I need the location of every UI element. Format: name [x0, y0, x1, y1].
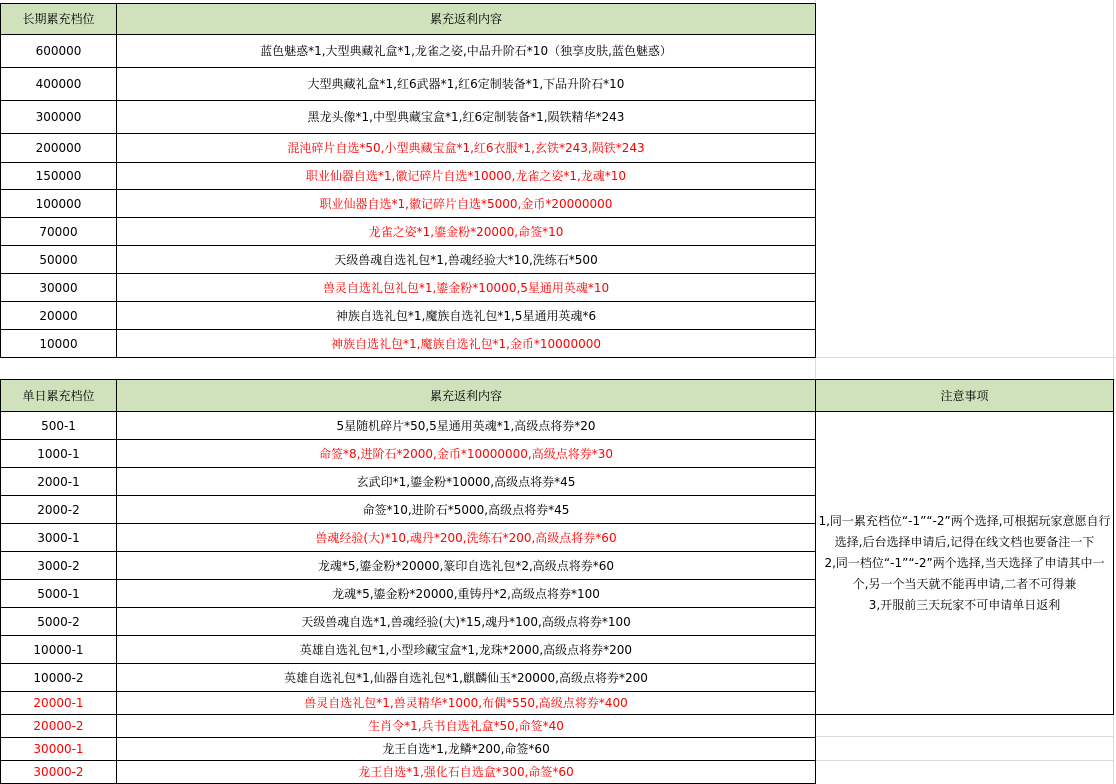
tier-cell[interactable]: 30000-1 — [0, 737, 117, 761]
rewards-cell[interactable]: 龙王自选*1,强化石自选盒*300,命签*60 — [116, 760, 816, 784]
tier-cell[interactable]: 20000-2 — [0, 714, 117, 738]
tier-cell[interactable]: 2000-2 — [0, 495, 117, 524]
tier-cell[interactable]: 5000-2 — [0, 607, 117, 636]
tier-column-header[interactable]: 单日累充档位 — [0, 379, 117, 412]
rewards-cell[interactable]: 天级兽魂自选*1,兽魂经验(大)*15,魂丹*100,高级点将券*100 — [116, 607, 816, 636]
tier-cell[interactable]: 300000 — [0, 100, 117, 134]
rewards-cell[interactable]: 英雄自选礼包*1,仙器自选礼包*1,麒麟仙玉*20000,高级点将券*200 — [116, 663, 816, 692]
rewards-cell[interactable]: 职业仙器自选*1,徽记碎片自选*10000,龙雀之姿*1,龙魂*10 — [116, 162, 816, 190]
tier-cell[interactable]: 50000 — [0, 245, 117, 274]
tier-cell[interactable]: 1000-1 — [0, 439, 117, 468]
tier-column-header[interactable]: 长期累充档位 — [0, 3, 117, 35]
tier-cell[interactable]: 10000-2 — [0, 663, 117, 692]
rewards-cell[interactable]: 龙雀之姿*1,鎏金粉*20000,命签*10 — [116, 217, 816, 246]
rewards-cell[interactable]: 职业仙器自选*1,徽记碎片自选*5000,金币*20000000 — [116, 189, 816, 218]
rewards-cell[interactable]: 生肖令*1,兵书自选礼盒*50,命签*40 — [116, 714, 816, 738]
rewards-column-header[interactable]: 累充返利内容 — [116, 3, 816, 35]
grid-line — [1113, 715, 1114, 784]
tier-cell[interactable]: 3000-1 — [0, 523, 117, 552]
rewards-cell[interactable]: 命签*8,进阶石*2000,金币*10000000,高级点将券*30 — [116, 439, 816, 468]
tier-cell[interactable]: 600000 — [0, 34, 117, 68]
rewards-cell[interactable]: 龙王自选*1,龙鳞*200,命签*60 — [116, 737, 816, 761]
rewards-cell[interactable]: 蓝色魅惑*1,大型典藏礼盒*1,龙雀之姿,中品升阶石*10（独享皮肤,蓝色魅惑） — [116, 34, 816, 68]
rewards-cell[interactable]: 兽灵自选礼包礼包*1,鎏金粉*10000,5星通用英魂*10 — [116, 273, 816, 302]
tier-cell[interactable]: 150000 — [0, 162, 117, 190]
rewards-cell[interactable]: 英雄自选礼包*1,小型珍藏宝盒*1,龙珠*2000,高级点将券*200 — [116, 635, 816, 664]
rewards-cell[interactable]: 5星随机碎片*50,5星通用英魂*1,高级点将券*20 — [116, 411, 816, 440]
rewards-cell[interactable]: 混沌碎片自选*50,小型典藏宝盒*1,红6衣服*1,玄铁*243,陨铁*243 — [116, 133, 816, 163]
tier-cell[interactable]: 500-1 — [0, 411, 117, 440]
tier-cell[interactable]: 2000-1 — [0, 467, 117, 496]
rewards-cell[interactable]: 龙魂*5,鎏金粉*20000,篆印自选礼包*2,高级点将券*60 — [116, 551, 816, 580]
rewards-cell[interactable]: 神族自选礼包*1,魔族自选礼包*1,5星通用英魂*6 — [116, 301, 816, 330]
grid-line — [816, 736, 1114, 737]
tier-cell[interactable]: 3000-2 — [0, 551, 117, 580]
tier-cell[interactable]: 400000 — [0, 67, 117, 101]
rewards-cell[interactable]: 大型典藏礼盒*1,红6武器*1,红6定制装备*1,下品升阶石*10 — [116, 67, 816, 101]
tier-cell[interactable]: 100000 — [0, 189, 117, 218]
rewards-cell[interactable]: 神族自选礼包*1,魔族自选礼包*1,金币*10000000 — [116, 329, 816, 358]
tier-cell[interactable]: 5000-1 — [0, 579, 117, 608]
rewards-cell[interactable]: 兽魂经验(大)*10,魂丹*200,洗练石*200,高级点将券*60 — [116, 523, 816, 552]
rewards-cell[interactable]: 命签*10,进阶石*5000,高级点将券*45 — [116, 495, 816, 524]
tier-cell[interactable]: 20000-1 — [0, 691, 117, 715]
tier-cell[interactable]: 70000 — [0, 217, 117, 246]
grid-line — [816, 760, 1114, 761]
rewards-column-header[interactable]: 累充返利内容 — [116, 379, 816, 412]
tier-cell[interactable]: 10000 — [0, 329, 117, 358]
notes-cell[interactable]: 1,同一累充档位“-1”“-2”两个选择,可根据玩家意愿自行选择,后台选择申请后,记得在线文档也要备注一下 2,同一档位“-1”“-2”两个选择,当天选择了申请其中一个,另一个当天就不能再申请,二者不可得兼 3,开服前三天玩家不可申请单日返利 — [815, 411, 1114, 715]
rewards-cell[interactable]: 龙魂*5,鎏金粉*20000,重铸丹*2,高级点将券*100 — [116, 579, 816, 608]
rewards-cell[interactable]: 黑龙头像*1,中型典藏宝盒*1,红6定制装备*1,陨铁精华*243 — [116, 100, 816, 134]
tier-cell[interactable]: 30000 — [0, 273, 117, 302]
notes-column-header[interactable]: 注意事项 — [815, 379, 1114, 412]
tier-cell[interactable]: 30000-2 — [0, 760, 117, 784]
rewards-cell[interactable]: 天级兽魂自选礼包*1,兽魂经验大*10,洗练石*500 — [116, 245, 816, 274]
tier-cell[interactable]: 10000-1 — [0, 635, 117, 664]
rewards-cell[interactable]: 玄武印*1,鎏金粉*10000,高级点将券*45 — [116, 467, 816, 496]
tier-cell[interactable]: 20000 — [0, 301, 117, 330]
grid-line — [1113, 0, 1114, 380]
tier-cell[interactable]: 200000 — [0, 133, 117, 163]
rewards-cell[interactable]: 兽灵自选礼包*1,兽灵精华*1000,布偶*550,高级点将券*400 — [116, 691, 816, 715]
